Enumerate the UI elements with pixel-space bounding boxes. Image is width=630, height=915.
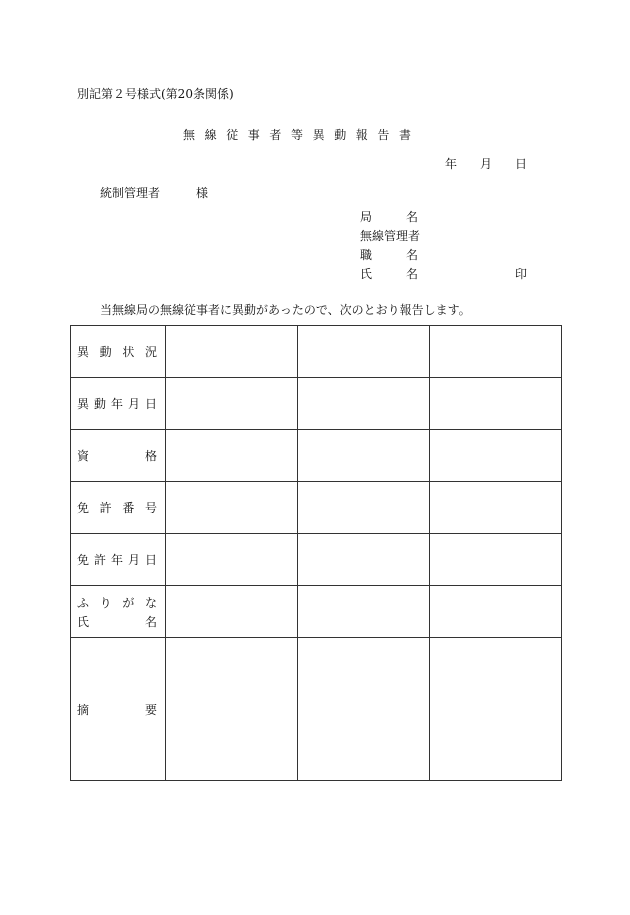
table-cell[interactable] [298, 326, 430, 378]
row-label-cell [71, 326, 166, 378]
row-label [77, 343, 157, 360]
date-day-label: 日 [515, 157, 528, 171]
table-row-change-status [71, 326, 562, 378]
report-table [70, 325, 562, 781]
row-label-cell [71, 430, 166, 482]
label-char: 職 [360, 248, 373, 262]
row-label-cell [71, 534, 166, 586]
label-char: 免 [77, 553, 90, 567]
date-month-label: 月 [480, 157, 493, 171]
table-cell[interactable] [166, 378, 298, 430]
label-char: 号 [144, 501, 157, 515]
station-name-label [360, 208, 418, 225]
label-char: り [99, 595, 112, 610]
table-row-remarks [71, 638, 562, 781]
name-label [360, 265, 418, 282]
label-char: ふ [77, 595, 90, 610]
table-cell[interactable] [430, 430, 562, 482]
label-char: 況 [144, 345, 157, 359]
row-label [77, 701, 157, 718]
table-cell[interactable] [166, 534, 298, 586]
row-label [77, 447, 157, 464]
label-char: 月 [127, 553, 140, 567]
label-char: 日 [144, 397, 157, 411]
form-reference: 別記第２号様式(第20条関係) [77, 87, 234, 101]
table-cell[interactable] [430, 638, 562, 781]
row-label [77, 395, 157, 412]
table-row-change-date [71, 378, 562, 430]
table-cell[interactable] [166, 482, 298, 534]
label-char: 名 [405, 210, 418, 224]
label-char: が [122, 595, 135, 610]
row-label-cell [71, 638, 166, 781]
label-char: 動 [93, 397, 106, 411]
table-cell[interactable] [430, 534, 562, 586]
addressee-honorific: 様 [196, 186, 209, 200]
label-char: 状 [122, 345, 135, 359]
table-cell[interactable] [298, 534, 430, 586]
radio-manager-label: 無線管理者 [360, 229, 421, 243]
table-cell[interactable] [166, 326, 298, 378]
label-char: 許 [99, 501, 112, 515]
table-cell[interactable] [430, 378, 562, 430]
date-year-label: 年 [445, 157, 458, 171]
label-char: 名 [405, 248, 418, 262]
label-char: 格 [144, 449, 157, 463]
document-title: 無線従事者等異動報告書 [183, 128, 421, 142]
addressee-name: 統制管理者 [100, 186, 161, 200]
label-char: 資 [77, 449, 90, 463]
row-label-cell [71, 378, 166, 430]
row-label [77, 594, 157, 630]
label-char: 氏 [360, 267, 373, 281]
table-row-name [71, 586, 562, 638]
table-row-qualification [71, 430, 562, 482]
label-char: 年 [110, 553, 123, 567]
table-cell[interactable] [298, 638, 430, 781]
row-label [77, 551, 157, 568]
label-char: 許 [93, 553, 106, 567]
intro-text: 当無線局の無線従事者に異動があったので、次のとおり報告します。 [100, 303, 471, 317]
row-label [77, 499, 157, 516]
table-row-license-date [71, 534, 562, 586]
label-char: 局 [360, 210, 373, 224]
row-label-name [77, 613, 157, 630]
label-char: 名 [405, 267, 418, 281]
table-cell[interactable] [298, 482, 430, 534]
table-cell[interactable] [166, 638, 298, 781]
label-char: 名 [144, 614, 157, 629]
row-label-cell [71, 482, 166, 534]
label-char: 月 [127, 397, 140, 411]
label-char: 年 [110, 397, 123, 411]
label-char: 日 [144, 553, 157, 567]
label-char: 番 [122, 501, 135, 515]
position-label [360, 246, 418, 263]
label-char: 氏 [77, 614, 90, 629]
label-char: 免 [77, 501, 90, 515]
row-label-cell [71, 586, 166, 638]
table-cell[interactable] [166, 586, 298, 638]
label-char: 動 [99, 345, 112, 359]
label-char: 摘 [77, 702, 90, 717]
table-cell[interactable] [430, 482, 562, 534]
table-row-license-number [71, 482, 562, 534]
table-cell[interactable] [430, 586, 562, 638]
row-label-furigana [77, 594, 157, 611]
label-char: 異 [77, 397, 90, 411]
label-char: 異 [77, 345, 90, 359]
table-cell[interactable] [298, 430, 430, 482]
table-cell[interactable] [430, 326, 562, 378]
table-cell[interactable] [298, 378, 430, 430]
table-cell[interactable] [298, 586, 430, 638]
table-cell[interactable] [166, 430, 298, 482]
seal-mark: 印 [515, 267, 528, 281]
label-char: な [144, 595, 157, 610]
label-char: 要 [144, 702, 157, 717]
